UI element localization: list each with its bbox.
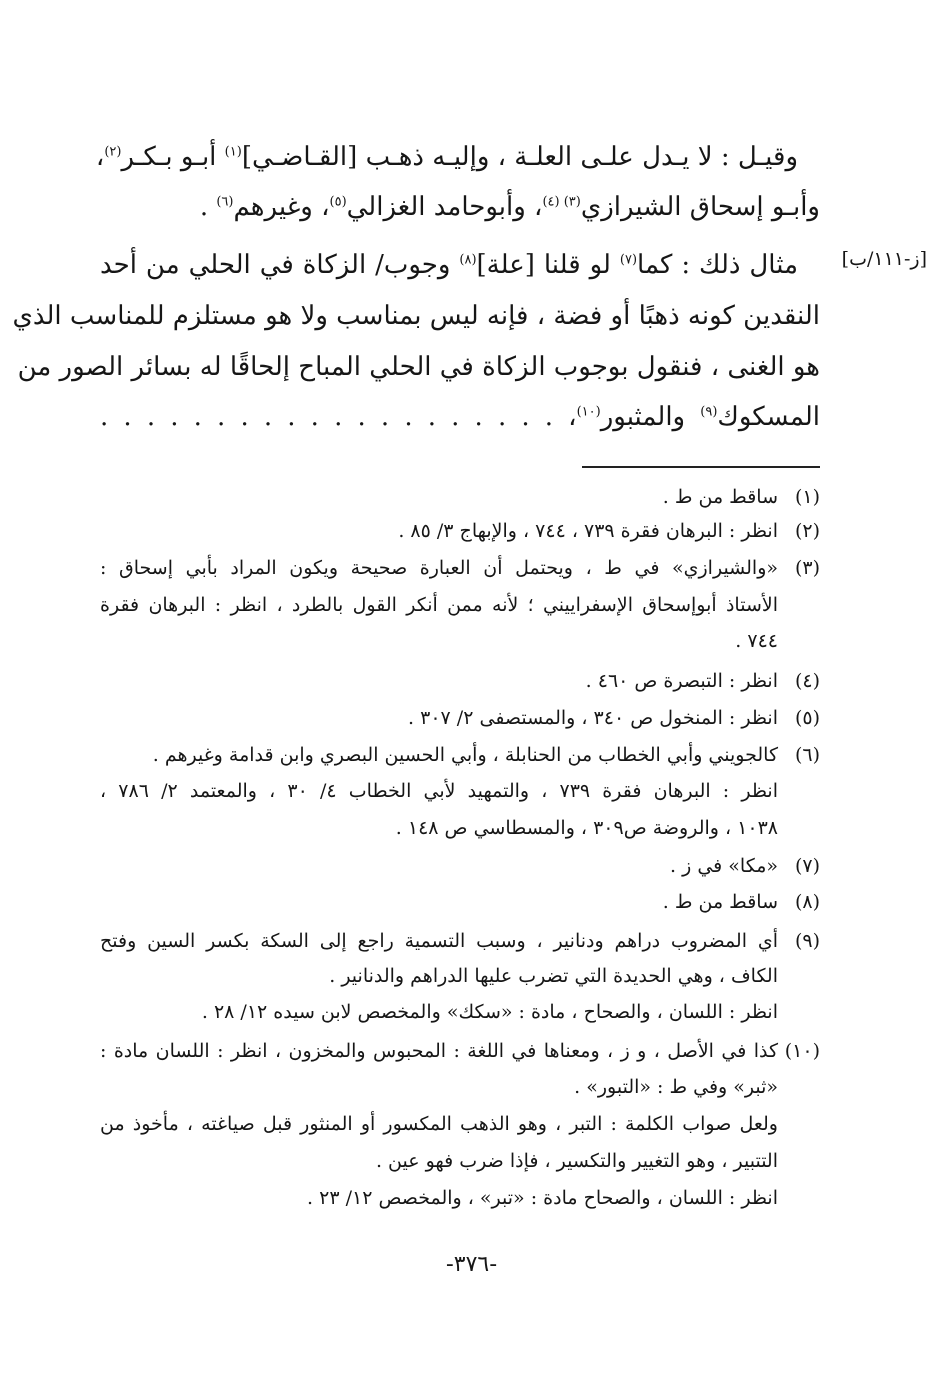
page-number: -٣٧٦- — [445, 1252, 498, 1277]
footnote-number: (٧) — [794, 855, 820, 877]
footnote-text: التتبير ، وهو التغيير والتكسير ، فإذا ضرب فهو عين . — [375, 1150, 778, 1172]
main-line-1: وقيـل : لا يـدل علـى العلـة ، وإليـه ذهـب [القـاضـي]$^{(١)}$ أبـو بـكـر$^{(٢)}$، — [95, 142, 798, 172]
footnote-separator — [582, 466, 820, 468]
footnote-text: انظر : اللسان ، والصحاح ، مادة : «سكك» والمخصص لابن سيده ١٢/ ٢٨ . — [201, 1001, 778, 1023]
footnote-number: (١) — [794, 486, 820, 508]
footnote-text: «مكا» في ز . — [670, 855, 778, 877]
main-line-2: وأبـو إسحاق الشيرازي$^{(٣) (٤)}$، وأبوحامد الغزالي$^{(٥)}$، وغيرهم$^{(٦)}$ . — [199, 192, 820, 222]
footnote-text: انظر : التبصرة ص ٤٦٠ . — [585, 670, 778, 692]
footnote-number: (٦) — [794, 744, 820, 766]
footnote-number: (٩) — [794, 930, 820, 952]
main-line-4: النقدين كونه ذهبًا أو فضة ، فإنه ليس بمناسب ولا هو مستلزم للمناسب الذي — [12, 301, 820, 331]
footnote-text: ٧٤٤ . — [735, 630, 778, 652]
footnote-text: ساقط من ط . — [662, 486, 778, 508]
footnote-text: «ثبر» وفي ط : «التبور» . — [574, 1076, 778, 1098]
footnote-text: الأستاذ أبوإسحاق الإسفراييني ؛ لأنه ممن أنكر القول بالطرد ، انظر : البرهان فقرة — [100, 594, 778, 616]
footnote-text: انظر : المنخول ص ٣٤٠ ، والمستصفى ٢/ ٣٠٧ . — [408, 707, 778, 729]
footnote-number: (٤) — [794, 670, 820, 692]
footnote-text: كذا في الأصل ، و ز ، ومعناها في اللغة : المحبوس والمخزون ، انظر : اللسان مادة : — [100, 1040, 778, 1062]
main-line-3: مثال ذلك : كما$^{(٧)}$ لو قلنا [علة]$^{(٨)}$ وجوب/ الزكاة في الحلي من أحد — [100, 250, 798, 280]
footnote-text: ساقط من ط . — [662, 891, 778, 913]
footnote-number: (٣) — [794, 557, 820, 579]
footnote-number: (٥) — [794, 707, 820, 729]
main-line-6: المسكوك$^{(٩)}$ والمثبور$^{(١٠)}$، . . . . . . . . . . . . . . . . . . . . — [100, 402, 820, 432]
footnote-text: كالجويني وأبي الخطاب من الحنابلة ، وأبي الحسين البصري وابن قدامة وغيرهم . — [152, 744, 778, 766]
footnote-text: أي المضروب دراهم ودنانير ، وسبب التسمية راجع إلى السكة بكسر السين وفتح — [100, 930, 778, 952]
footnote-text: انظر : اللسان ، والصحاح مادة : «تبر» ، والمخصص ١٢/ ٢٣ . — [307, 1187, 778, 1209]
footnote-text: انظر : البرهان فقرة ٧٣٩ ، ٧٤٤ ، والإبهاج ٣/ ٨٥ . — [398, 520, 778, 542]
footnote-number: (١٠) — [784, 1040, 820, 1062]
footnote-text: ولعل صواب الكلمة : التبر ، وهو الذهب المكسور أو المنثور قبل صياغته ، مأخوذ من — [100, 1113, 778, 1135]
manuscript-folio-marker: [ز-١١١/ب] — [841, 248, 927, 270]
footnote-text: «والشيرازي» في ط ، ويحتمل أن العبارة صحيحة ويكون المراد بأبي إسحاق : — [100, 557, 778, 579]
main-line-5: هو الغنى ، فنقول بوجوب الزكاة في الحلي المباح إلحاقًا له بسائر الصور من — [17, 352, 820, 382]
footnote-text: الكاف ، وهي الحديدة التي تضرب عليها الدراهم والدنانير . — [329, 965, 778, 987]
footnote-number: (٢) — [794, 520, 820, 542]
footnote-number: (٨) — [794, 891, 820, 913]
footnote-text: انظر : البرهان فقرة ٧٣٩ ، والتمهيد لأبي الخطاب ٤/ ٣٠ ، والمعتمد ٢/ ٧٨٦ ، — [100, 780, 778, 802]
footnote-text: ١٠٣٨ ، والروضة ص٣٠٩ ، والمسطاسي ص ١٤٨ . — [395, 817, 778, 839]
